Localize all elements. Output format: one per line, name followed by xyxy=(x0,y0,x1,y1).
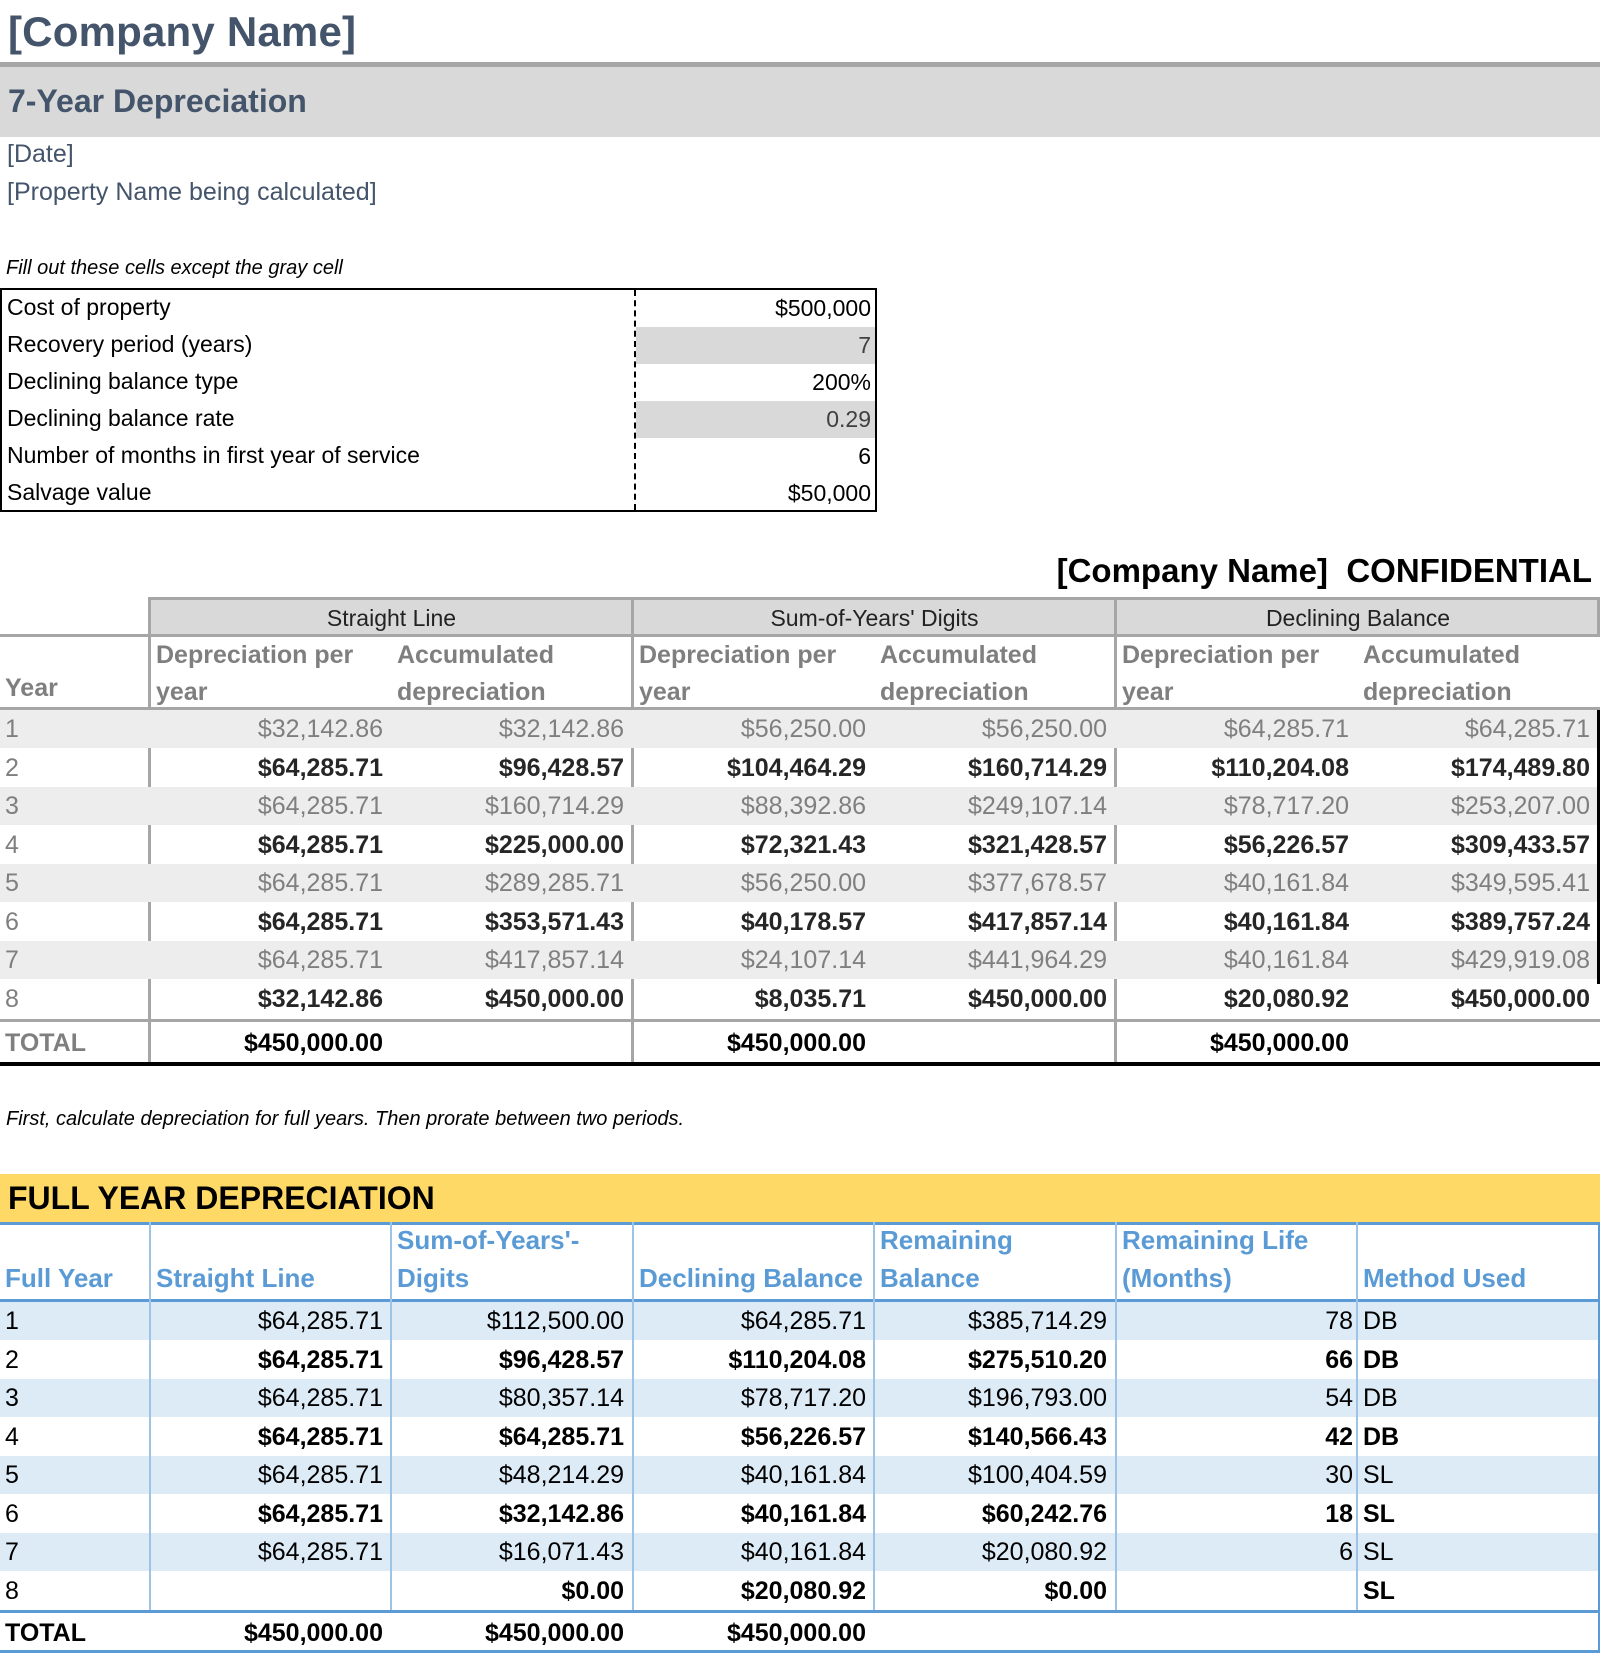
total-rule-top xyxy=(0,1019,1600,1022)
syd-acc-cell[interactable]: $377,678.57 xyxy=(967,869,1107,897)
fy-head-sl: Straight Line xyxy=(156,1263,315,1293)
summary-row xyxy=(0,749,1600,787)
fy-year-cell: 4 xyxy=(5,1422,19,1451)
input-value-cost[interactable]: $500,000 xyxy=(775,295,871,321)
year-cell: 5 xyxy=(5,869,19,897)
sl-acc-cell[interactable]: $417,857.14 xyxy=(484,946,624,974)
fy-head-remaining-life: Remaining Life (Months) xyxy=(1122,1225,1309,1293)
db-dep-cell[interactable]: $78,717.20 xyxy=(1223,792,1349,820)
fy-remaining-life-cell[interactable]: 6 xyxy=(1339,1538,1353,1566)
fy-remaining-life-cell[interactable]: 30 xyxy=(1325,1461,1353,1489)
group-straight-line: Straight Line xyxy=(150,597,633,634)
fy-db-cell[interactable]: $40,161.84 xyxy=(740,1461,866,1489)
sl-acc-cell[interactable]: $160,714.29 xyxy=(484,792,624,820)
sl-dep-cell[interactable]: $32,142.86 xyxy=(257,715,383,743)
fy-method-cell[interactable]: SL xyxy=(1363,1576,1395,1605)
depreciation-summary-table xyxy=(0,595,1600,1065)
db-dep-cell[interactable]: $40,161.84 xyxy=(1223,907,1349,936)
fy-col-divider xyxy=(1115,1222,1117,1610)
fy-syd-cell[interactable]: $112,500.00 xyxy=(486,1307,624,1335)
summary-row xyxy=(0,787,1600,825)
fy-year-cell: 6 xyxy=(5,1499,19,1528)
year-cell: 4 xyxy=(5,830,19,859)
fy-year-cell: 2 xyxy=(5,1345,19,1374)
fy-syd-cell[interactable]: $64,285.71 xyxy=(498,1422,624,1451)
syd-dep-cell[interactable]: $56,250.00 xyxy=(740,715,866,743)
sl-acc-cell[interactable]: $32,142.86 xyxy=(498,715,624,743)
fy-year-cell: 5 xyxy=(5,1461,19,1489)
fy-method-cell[interactable]: DB xyxy=(1363,1345,1400,1374)
fy-sl-cell[interactable] xyxy=(151,1572,391,1610)
total-syd[interactable]: $450,000.00 xyxy=(726,1029,866,1057)
total-db[interactable]: $450,000.00 xyxy=(1209,1029,1349,1057)
total-sl[interactable]: $450,000.00 xyxy=(243,1029,383,1057)
sl-acc-cell[interactable]: $289,285.71 xyxy=(484,869,624,897)
col-head-sl-acc: Accumulated depreciation xyxy=(397,641,554,706)
fy-sl-cell[interactable]: $64,285.71 xyxy=(257,1345,383,1374)
fy-col-divider xyxy=(1356,1222,1358,1610)
fy-method-cell[interactable]: SL xyxy=(1363,1499,1395,1528)
fy-syd-cell[interactable]: $16,071.43 xyxy=(498,1538,624,1566)
fy-row xyxy=(0,1379,1600,1417)
confidential-label: CONFIDENTIAL xyxy=(1346,552,1592,589)
fy-db-cell[interactable]: $20,080.92 xyxy=(740,1576,866,1605)
syd-acc-cell[interactable]: $441,964.29 xyxy=(967,946,1107,974)
fy-syd-cell[interactable]: $0.00 xyxy=(561,1576,624,1605)
fy-remaining-life-cell[interactable]: 18 xyxy=(1325,1499,1353,1528)
year-cell: 3 xyxy=(5,792,19,820)
group-sum-of-years: Sum-of-Years' Digits xyxy=(633,597,1116,634)
sl-dep-cell[interactable]: $64,285.71 xyxy=(257,869,383,897)
db-acc-cell[interactable]: $389,757.24 xyxy=(1450,907,1590,936)
fy-remaining-balance-cell[interactable]: $385,714.29 xyxy=(967,1307,1107,1335)
input-value-recovery: 7 xyxy=(636,327,875,364)
fy-col-divider xyxy=(390,1222,392,1610)
fy-sl-cell[interactable]: $64,285.71 xyxy=(257,1538,383,1566)
fy-db-cell[interactable]: $40,161.84 xyxy=(740,1538,866,1566)
fy-method-cell[interactable]: SL xyxy=(1363,1538,1394,1566)
sl-acc-cell[interactable]: $96,428.57 xyxy=(498,753,624,782)
fy-sl-cell[interactable]: $64,285.71 xyxy=(257,1499,383,1528)
sl-dep-cell[interactable]: $32,142.86 xyxy=(257,984,383,1013)
fy-col-divider xyxy=(149,1222,151,1610)
input-label: Recovery period (years) xyxy=(7,331,253,357)
fy-remaining-balance-cell[interactable]: $140,566.43 xyxy=(967,1422,1107,1451)
input-label: Cost of property xyxy=(7,294,171,320)
company-title: [Company Name] xyxy=(8,8,357,55)
syd-dep-cell[interactable]: $104,464.29 xyxy=(726,753,866,782)
sl-dep-cell[interactable]: $64,285.71 xyxy=(257,830,383,859)
sl-acc-cell[interactable]: $353,571.43 xyxy=(484,907,624,936)
fy-remaining-life-cell[interactable]: 42 xyxy=(1325,1422,1353,1451)
input-row-db-rate xyxy=(2,401,875,438)
fy-year-cell: 7 xyxy=(5,1538,19,1566)
summary-row xyxy=(0,710,1600,748)
fy-total-rule xyxy=(0,1610,1600,1613)
sl-dep-cell[interactable]: $64,285.71 xyxy=(257,753,383,782)
db-dep-cell[interactable]: $64,285.71 xyxy=(1223,715,1349,743)
fy-row xyxy=(0,1533,1600,1571)
confidential-banner xyxy=(1057,552,1592,590)
syd-dep-cell[interactable]: $8,035.71 xyxy=(754,984,866,1013)
col-head-db-dep: Depreciation per year xyxy=(1122,641,1320,706)
fy-method-cell[interactable]: DB xyxy=(1363,1384,1398,1412)
input-row-cost xyxy=(2,290,875,327)
fy-row xyxy=(0,1456,1600,1494)
sl-dep-cell[interactable]: $64,285.71 xyxy=(257,907,383,936)
input-label: Number of months in first year of service xyxy=(7,442,420,468)
summary-row xyxy=(0,903,1600,941)
input-row-months xyxy=(2,438,875,475)
fy-row xyxy=(0,1572,1600,1610)
fy-syd-cell[interactable]: $32,142.86 xyxy=(498,1499,624,1528)
syd-dep-cell[interactable]: $24,107.14 xyxy=(740,946,866,974)
fy-remaining-life-cell[interactable]: 54 xyxy=(1325,1384,1353,1412)
summary-row xyxy=(0,826,1600,864)
fy-method-cell[interactable]: DB xyxy=(1363,1422,1400,1451)
confidential-company: [Company Name] xyxy=(1056,552,1328,589)
fy-sl-cell[interactable]: $64,285.71 xyxy=(257,1461,383,1489)
db-dep-cell[interactable]: $40,161.84 xyxy=(1223,946,1349,974)
fy-row xyxy=(0,1302,1600,1340)
fy-remaining-balance-cell[interactable]: $196,793.00 xyxy=(967,1384,1107,1412)
fy-sl-cell[interactable]: $64,285.71 xyxy=(257,1384,383,1412)
fy-method-cell[interactable]: DB xyxy=(1363,1307,1398,1335)
fy-row xyxy=(0,1418,1600,1456)
sl-dep-cell[interactable]: $64,285.71 xyxy=(257,946,383,974)
sl-dep-cell[interactable]: $64,285.71 xyxy=(257,792,383,820)
fy-method-cell[interactable]: SL xyxy=(1363,1461,1394,1489)
fy-year-cell: 8 xyxy=(5,1576,19,1605)
sl-acc-cell[interactable]: $450,000.00 xyxy=(484,984,624,1013)
fy-remaining-life-cell[interactable]: 66 xyxy=(1325,1345,1353,1374)
input-row-salvage xyxy=(2,475,875,512)
fy-head-db: Declining Balance xyxy=(639,1263,863,1293)
col-head-year: Year xyxy=(5,674,58,702)
syd-acc-cell[interactable]: $160,714.29 xyxy=(967,753,1107,782)
db-acc-cell[interactable]: $64,285.71 xyxy=(1464,715,1590,743)
syd-dep-cell[interactable]: $88,392.86 xyxy=(740,792,866,820)
fy-total-label: TOTAL xyxy=(5,1619,87,1647)
fy-head-year: Full Year xyxy=(5,1263,113,1293)
year-cell: 7 xyxy=(5,946,19,974)
full-year-title-band xyxy=(0,1174,1600,1222)
fy-syd-cell[interactable]: $48,214.29 xyxy=(498,1461,624,1489)
summary-row xyxy=(0,980,1600,1018)
input-row-db-type xyxy=(2,364,875,401)
fy-sl-cell[interactable]: $64,285.71 xyxy=(257,1307,383,1335)
fy-head-method: Method Used xyxy=(1363,1263,1527,1293)
syd-acc-cell[interactable]: $450,000.00 xyxy=(967,984,1107,1013)
fy-db-cell[interactable]: $110,204.08 xyxy=(728,1345,866,1374)
col-head-syd-acc: Accumulated depreciation xyxy=(880,641,1037,706)
syd-acc-cell[interactable]: $249,107.14 xyxy=(967,792,1107,820)
input-value-db-rate: 0.29 xyxy=(636,401,875,438)
db-dep-cell[interactable]: $20,080.92 xyxy=(1223,984,1349,1013)
subtitle-band xyxy=(0,67,1600,137)
year-cell: 2 xyxy=(5,753,19,782)
fy-total-db[interactable]: $450,000.00 xyxy=(726,1619,866,1647)
syd-acc-cell[interactable]: $321,428.57 xyxy=(967,830,1107,859)
fy-db-cell[interactable]: $64,285.71 xyxy=(740,1307,866,1335)
fy-syd-cell[interactable]: $96,428.57 xyxy=(498,1345,624,1374)
fy-remaining-balance-cell[interactable]: $20,080.92 xyxy=(981,1538,1107,1566)
db-dep-cell[interactable]: $56,226.57 xyxy=(1223,830,1349,859)
fy-row xyxy=(0,1495,1600,1533)
fy-remaining-life-cell[interactable]: 78 xyxy=(1325,1307,1353,1335)
property-name-cell[interactable]: [Property Name being calculated] xyxy=(7,178,377,206)
fy-remaining-balance-cell[interactable]: $100,404.59 xyxy=(967,1461,1107,1489)
summary-total-row xyxy=(0,1024,1600,1062)
syd-dep-cell[interactable]: $72,321.43 xyxy=(740,830,866,859)
col-head-syd-dep: Depreciation per year xyxy=(639,641,837,706)
fy-remaining-balance-cell[interactable]: $0.00 xyxy=(1044,1576,1107,1605)
syd-dep-cell[interactable]: $40,178.57 xyxy=(740,907,866,936)
sl-acc-cell[interactable]: $225,000.00 xyxy=(484,830,624,859)
db-acc-cell[interactable]: $253,207.00 xyxy=(1450,792,1590,820)
sheet-subtitle: 7-Year Depreciation xyxy=(8,83,307,119)
syd-acc-cell[interactable]: $417,857.14 xyxy=(967,907,1107,936)
summary-row xyxy=(0,941,1600,979)
fy-sl-cell[interactable]: $64,285.71 xyxy=(257,1422,383,1451)
fy-remaining-balance-cell[interactable]: $275,510.20 xyxy=(967,1345,1107,1374)
input-value-db-type[interactable]: 200% xyxy=(812,369,871,395)
total-rule-bottom xyxy=(0,1062,1600,1066)
fy-year-cell: 3 xyxy=(5,1384,19,1412)
input-label: Declining balance type xyxy=(7,368,239,394)
fy-remaining-life-cell[interactable] xyxy=(1117,1572,1357,1610)
input-value-salvage[interactable]: $50,000 xyxy=(787,480,871,506)
db-dep-cell[interactable]: $40,161.84 xyxy=(1223,869,1349,897)
full-year-title: FULL YEAR DEPRECIATION xyxy=(8,1180,435,1216)
input-label: Salvage value xyxy=(7,479,152,505)
fy-head-syd: Sum-of-Years'- Digits xyxy=(397,1225,580,1293)
fy-syd-cell[interactable]: $80,357.14 xyxy=(498,1384,624,1412)
year-cell: 8 xyxy=(5,984,19,1013)
fy-total-sl[interactable]: $450,000.00 xyxy=(243,1619,383,1647)
col-head-sl-dep: Depreciation per year xyxy=(156,641,354,706)
db-acc-cell[interactable]: $349,595.41 xyxy=(1450,869,1590,897)
date-cell[interactable]: [Date] xyxy=(7,140,74,168)
db-acc-cell[interactable]: $309,433.57 xyxy=(1450,830,1590,859)
fy-db-cell[interactable]: $56,226.57 xyxy=(740,1422,866,1451)
fy-row xyxy=(0,1341,1600,1379)
inputs-table xyxy=(0,288,877,512)
input-row-recovery xyxy=(2,327,875,364)
syd-dep-cell[interactable]: $56,250.00 xyxy=(740,869,866,897)
fy-total-syd[interactable]: $450,000.00 xyxy=(484,1619,624,1647)
year-cell: 6 xyxy=(5,907,19,936)
full-year-table xyxy=(0,1222,1600,1653)
fy-total-row xyxy=(0,1614,1600,1652)
fy-remaining-balance-cell[interactable]: $60,242.76 xyxy=(981,1499,1107,1528)
fy-head-remaining-balance: Remaining Balance xyxy=(880,1225,1013,1293)
db-dep-cell[interactable]: $110,204.08 xyxy=(1211,753,1349,782)
year-cell: 1 xyxy=(5,715,19,743)
db-acc-cell[interactable]: $174,489.80 xyxy=(1450,753,1590,782)
col-head-db-acc: Accumulated depreciation xyxy=(1363,641,1520,706)
input-value-months[interactable]: 6 xyxy=(858,443,871,469)
group-declining-balance: Declining Balance xyxy=(1116,597,1600,634)
fy-year-cell: 1 xyxy=(5,1307,19,1335)
syd-acc-cell[interactable]: $56,250.00 xyxy=(981,715,1107,743)
fy-col-divider xyxy=(873,1222,875,1610)
total-label: TOTAL xyxy=(5,1029,87,1057)
db-acc-cell[interactable]: $450,000.00 xyxy=(1450,984,1590,1013)
inputs-note: Fill out these cells except the gray cell xyxy=(6,257,343,279)
fy-col-divider xyxy=(632,1222,634,1610)
fy-db-cell[interactable]: $78,717.20 xyxy=(740,1384,866,1412)
fy-db-cell[interactable]: $40,161.84 xyxy=(740,1499,866,1528)
summary-row xyxy=(0,864,1600,902)
db-acc-cell[interactable]: $429,919.08 xyxy=(1450,946,1590,974)
full-year-note: First, calculate depreciation for full years. Then prorate between two periods. xyxy=(6,1108,685,1130)
input-label: Declining balance rate xyxy=(7,405,235,431)
